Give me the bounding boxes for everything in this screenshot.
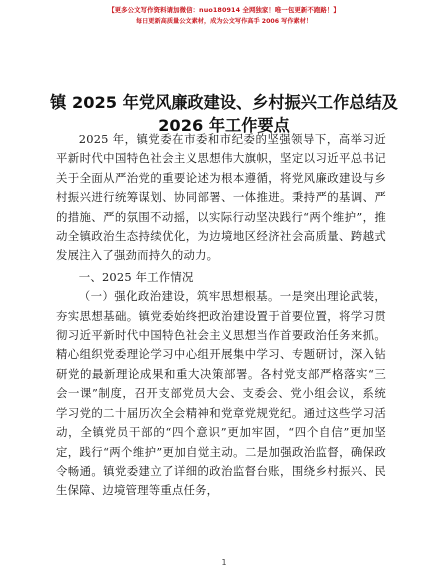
document-title-line-1: 镇 2025 年党风廉政建设、乡村振兴工作总结及 [50, 93, 398, 112]
body-paragraph: （一）强化政治建设，筑牢思想根基。一是突出理论武装，夯实思想基础。镇党委始终把政治建设置于首要位置，将学习贯彻习近平新时代中国特色社会主义思想当作首要政治任务来抓。精心组织党委理论学习中心组开展集中学习、专题研讨，深入钻研党的最新理论成果和重大决策部署。各村党支部严格落实“三会一课”制度，召开支部党员大会、支委会、党小组会议，系统学习党的二十届历次全会精神和党章党规党纪。通过这些学习活动，全镇党员干部的“四个意识”更加牢固，“四个自信”更加坚定，践行“两个维护”更加自觉主动。二是加强政治监督，确保政令畅通。镇党委建立了详细的政治监督台账，围绕乡村振兴、民生保障、边境管理等重点任务， [56, 289, 386, 498]
intro-paragraph: 2025 年，镇党委在市委和市纪委的坚强领导下，高举习近平新时代中国特色社会主义思想伟大旗帜，坚定以习近平总书记关于全面从严治党的重要论述为根本遵循，将党风廉政建设与乡村振兴进行统筹谋划、协同部署、一体推进。秉持严的基调、严的措施、严的氛围不动摇，以实际行动坚决践行“两个维护”，推动全镇政治生态持续优化，为边境地区经济社会高质量、跨越式发展注入了强劲而持久的动力。 [56, 132, 386, 263]
document-body [56, 130, 386, 501]
section-heading: 一、2025 年工作情况 [78, 269, 194, 284]
page-number: 1 [221, 558, 227, 567]
promo-banner-line-2: 每日更新高质量公文素材，成为公文写作高手 2006 写作素材！ [135, 18, 313, 25]
document-title-line-2: 2026 年工作要点 [158, 116, 290, 135]
promo-banner-line-1: 【更多公文写作资料请加微信：nuo180914 全网独家！唯一包更新不跑路！】 [108, 6, 340, 14]
promo-banner [0, 6, 448, 26]
